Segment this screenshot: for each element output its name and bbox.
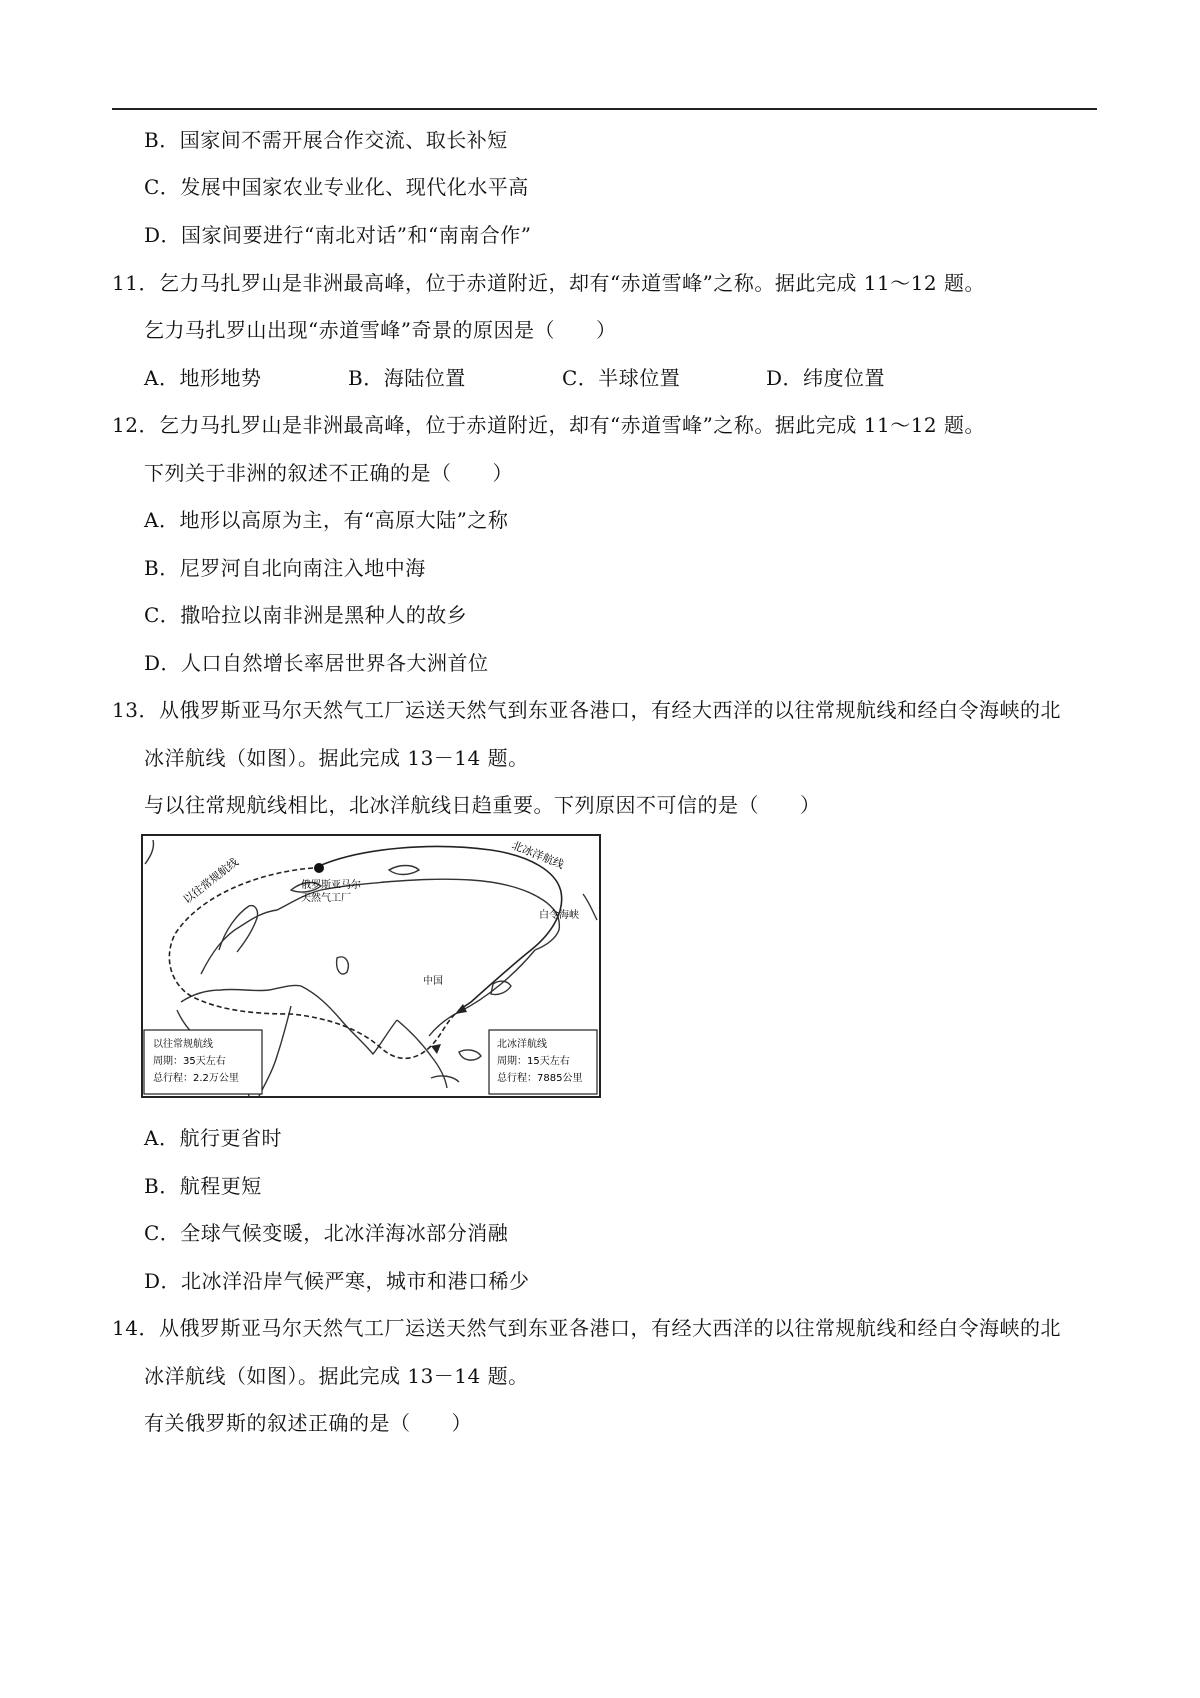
legend-conventional-period: 周期：35天左右 (153, 1056, 226, 1067)
legend-arctic-title: 北冰洋航线 (497, 1039, 547, 1050)
q11-options (144, 364, 885, 392)
shipping-route-map (141, 834, 601, 1098)
factory-marker (314, 863, 324, 873)
q12-option-b: B．尼罗河自北向南注入地中海 (144, 556, 426, 580)
q12-stem: 12．乞力马扎罗山是非洲最高峰，位于赤道附近，却有“赤道雪峰”之称。据此完成 11～12 题。 (112, 413, 986, 437)
legend-conventional-title: 以往常规航线 (153, 1039, 213, 1050)
q10-option-c: C．发展中国家农业专业化、现代化水平高 (144, 175, 529, 199)
q11-option-a: A．地形地势 (144, 366, 262, 390)
q11-stem: 11．乞力马扎罗山是非洲最高峰，位于赤道附近，却有“赤道雪峰”之称。据此完成 11～12 题。 (112, 271, 986, 295)
legend-conventional-distance: 总行程：2.2万公里 (153, 1073, 239, 1084)
header-rule (112, 108, 1097, 110)
bering-strait-label: 白令海峡 (539, 910, 579, 921)
q13-option-d: D．北冰洋沿岸气候严寒，城市和港口稀少 (144, 1269, 530, 1293)
q12-question: 下列关于非洲的叙述不正确的是（ ） (144, 461, 513, 485)
factory-label-line1: 俄罗斯亚马尔 (301, 880, 361, 891)
q12-option-a: A．地形以高原为主，有“高原大陆”之称 (144, 508, 509, 532)
q10-option-d: D．国家间要进行“南北对话”和“南南合作” (144, 223, 532, 247)
legend-arctic-period: 周期：15天左右 (497, 1056, 570, 1067)
q14-question: 有关俄罗斯的叙述正确的是（ ） (144, 1411, 472, 1435)
q11-question: 乞力马扎罗山出现“赤道雪峰”奇景的原因是（ ） (144, 318, 617, 342)
china-label: 中国 (423, 976, 443, 987)
q11-option-b: B．海陆位置 (348, 366, 466, 390)
q12-option-d: D．人口自然增长率居世界各大洲首位 (144, 651, 489, 675)
conventional-route-label: 以往常规航线 (180, 855, 241, 907)
q14-stem-line1: 14．从俄罗斯亚马尔天然气工厂运送天然气到东亚各港口，有经大西洋的以往常规航线和经白令海峡的北 (112, 1316, 1061, 1340)
q11-option-c: C．半球位置 (562, 366, 681, 390)
q14-stem-line2: 冰洋航线（如图）。据此完成 13－14 题。 (144, 1364, 529, 1388)
q12-option-c: C．撒哈拉以南非洲是黑种人的故乡 (144, 603, 468, 627)
q11-option-d: D．纬度位置 (766, 366, 886, 390)
q13-option-a: A．航行更省时 (144, 1126, 282, 1150)
q13-question: 与以往常规航线相比，北冰洋航线日趋重要。下列原因不可信的是（ ） (144, 793, 821, 817)
q13-stem-line2: 冰洋航线（如图）。据此完成 13－14 题。 (144, 746, 529, 770)
arctic-route-label: 北冰洋航线 (509, 838, 566, 872)
q13-option-b: B．航程更短 (144, 1174, 262, 1198)
q13-option-c: C．全球气候变暖，北冰洋海冰部分消融 (144, 1221, 509, 1245)
q13-stem-line1: 13．从俄罗斯亚马尔天然气工厂运送天然气到东亚各港口，有经大西洋的以往常规航线和经白令海峡的北 (112, 698, 1061, 722)
q10-option-b: B．国家间不需开展合作交流、取长补短 (144, 128, 508, 152)
legend-arctic-distance: 总行程：7885公里 (497, 1073, 583, 1084)
factory-label-line2: 天然气工厂 (301, 893, 351, 904)
